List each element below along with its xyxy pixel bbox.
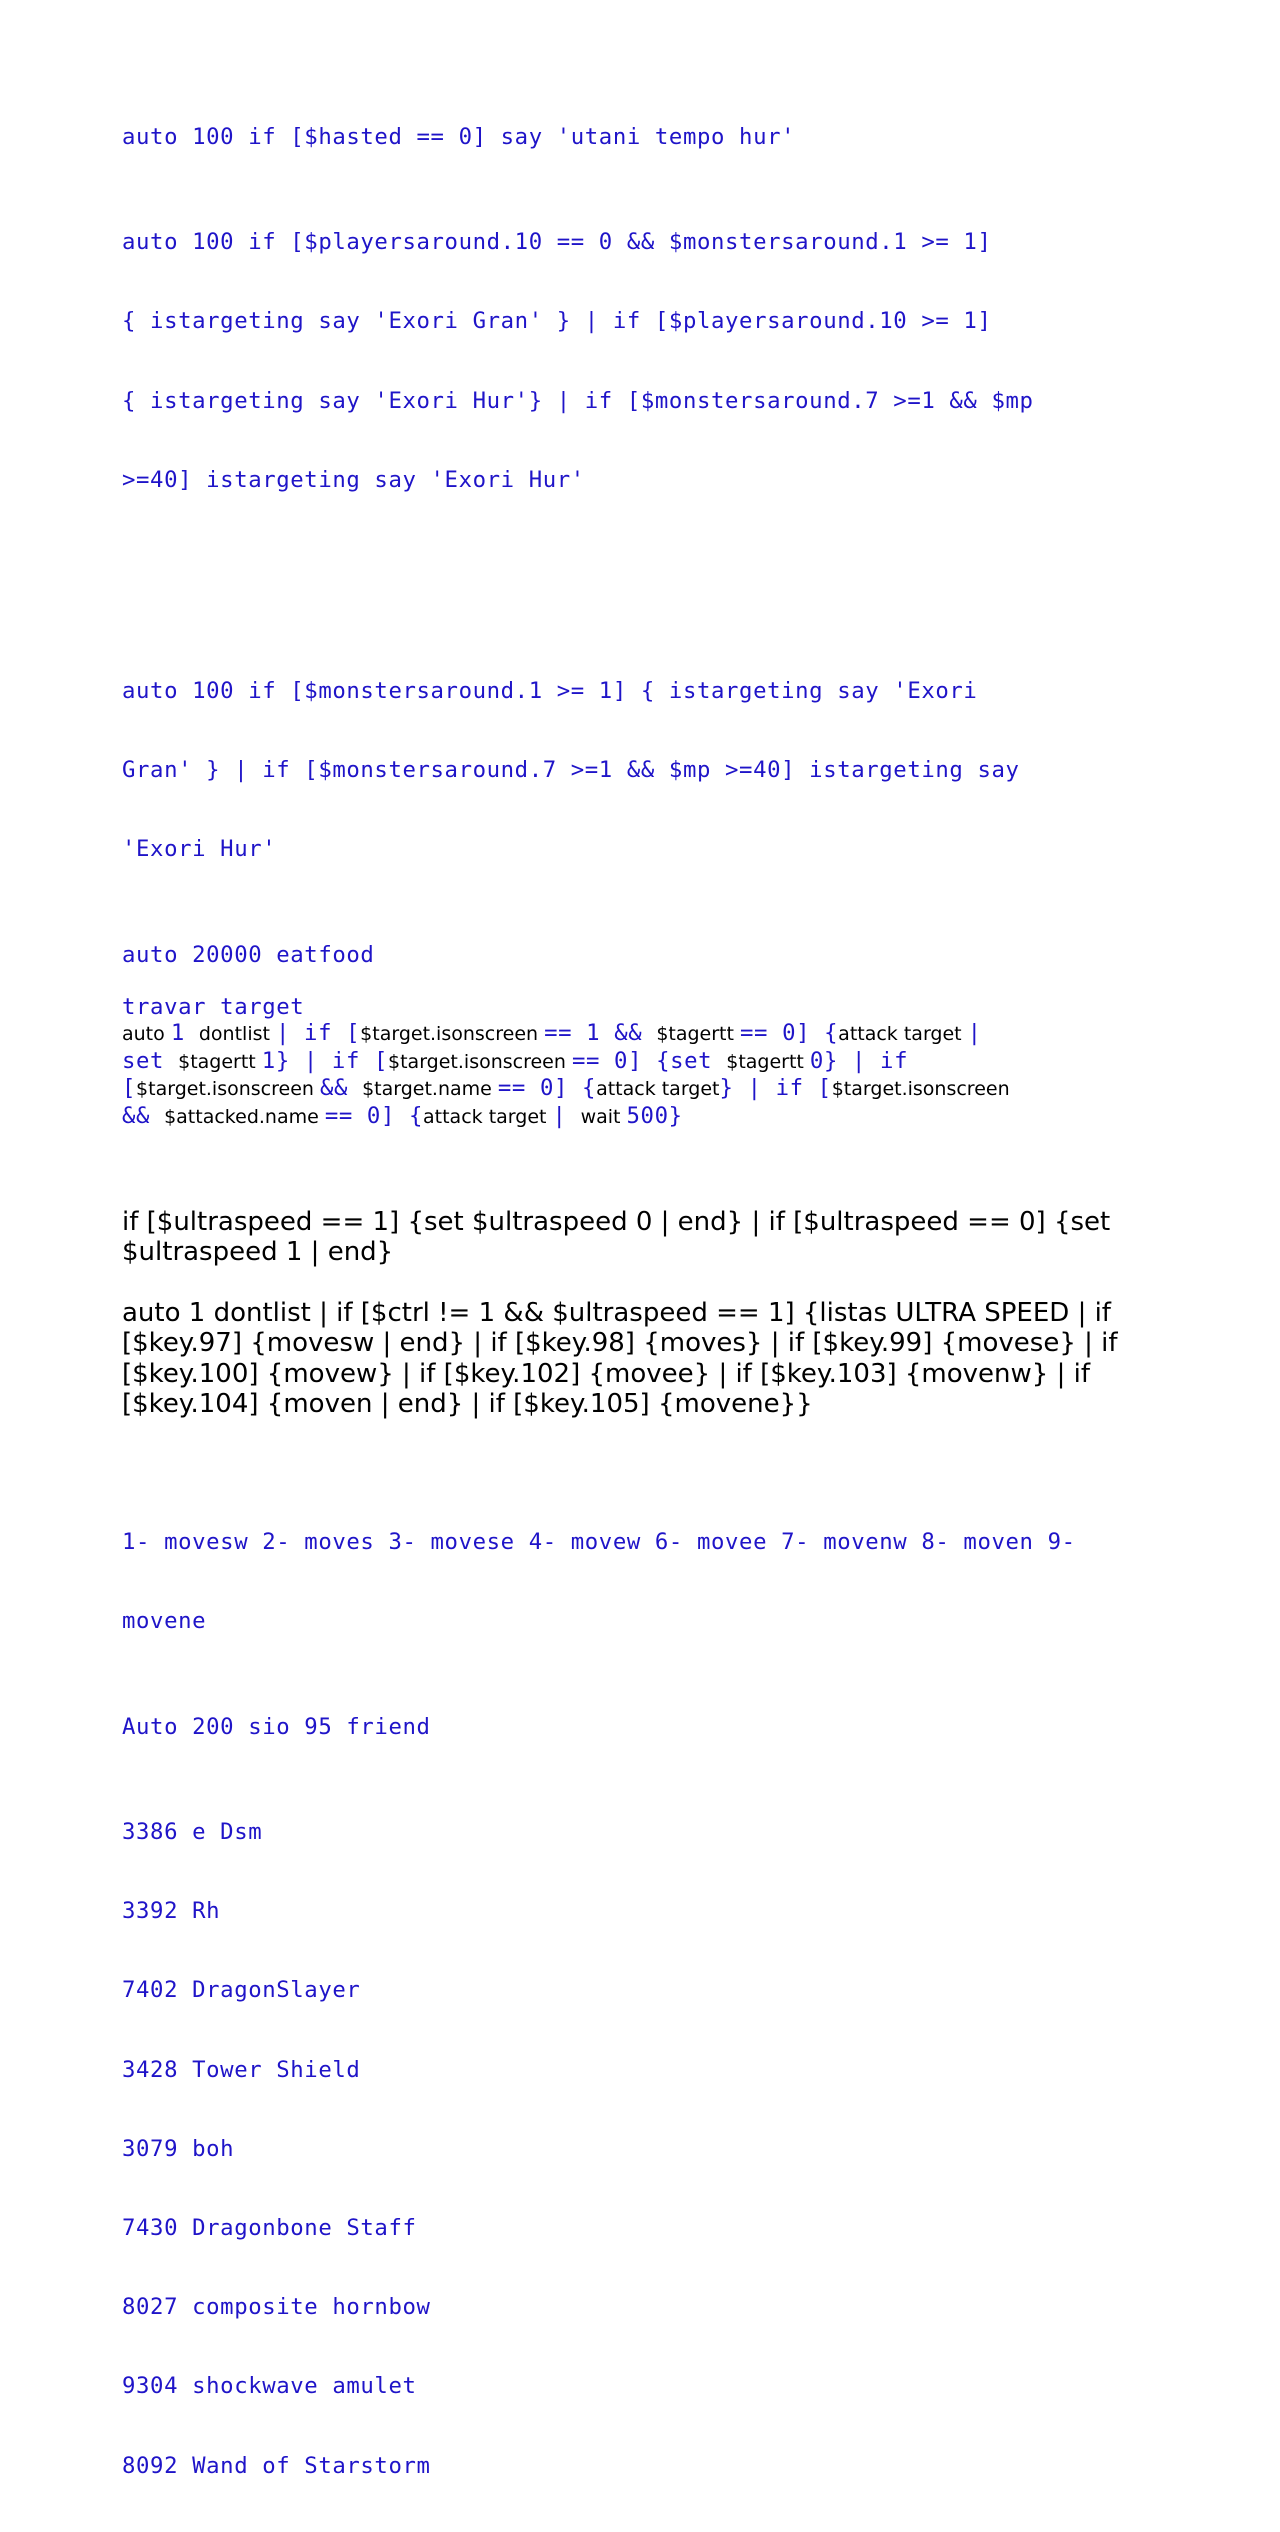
travar-segment: attack target [596, 1078, 720, 1101]
items-list [122, 1766, 1182, 2532]
travar-segment: == 0] { [740, 1020, 839, 1047]
travar-segment: 1} | if [ [261, 1047, 389, 1074]
travar-title: travar target [122, 993, 305, 1020]
item-line: 7430 Dragonbone Staff [122, 2215, 417, 2241]
eatfood-line: auto 20000 eatfood [122, 941, 375, 968]
travar-segment: $tagertt [178, 1050, 262, 1073]
travar-segment: && [319, 1075, 363, 1102]
travar-segment: dontlist [198, 1023, 276, 1046]
travar-segment: $attacked.name [164, 1105, 325, 1128]
travar-segment: $tagertt [656, 1023, 740, 1046]
travar-line [122, 1048, 1182, 1075]
travar-segment: == 0] { [497, 1075, 597, 1102]
item-line: 8027 composite hornbow [122, 2294, 431, 2321]
travar-segment: set [122, 1047, 179, 1074]
travar-segment: } | if [ [719, 1075, 832, 1102]
travar-segment: | [552, 1102, 581, 1129]
haste-line: auto 100 if [$hasted == 0] say 'utani tempo hur' [122, 124, 796, 150]
travar-segment: wait [580, 1105, 627, 1128]
travar-segment: attack target [838, 1023, 968, 1046]
item-line: 7402 DragonSlayer [122, 1977, 361, 2004]
travar-segment: $target.isonscreen [136, 1078, 320, 1101]
travar-segment: == 0] {set [571, 1047, 727, 1074]
travar-segment: == 1 && [544, 1020, 657, 1047]
item-line: 3428 Tower Shield [122, 2056, 361, 2083]
ultraspeed-keys: auto 1 dontlist | if [$ctrl != 1 && $ultraspeed == 1] {listas ULTRA SPEED | if [$key.97] {movesw | end} | if [$key.98] {moves} | if [$key.99] {movese} | if [$key.100] {movew} | if [$key.102] {movee} | if [$key.103] {movenw} | if [$key.104] {moven | end} | if [$key.105] {movene}} [122, 1297, 1118, 1420]
item-line: 3079 boh [122, 2135, 235, 2162]
monsters-line: Gran' } | if [$monstersaround.7 >=1 && $mp >=40] istargeting say [122, 757, 1020, 784]
item-line: 9304 shockwave amulet [122, 2373, 417, 2400]
players-line: auto 100 if [$playersaround.10 == 0 && $monstersaround.1 >= 1] [122, 229, 992, 256]
monsters-line: auto 100 if [$monstersaround.1 >= 1] { istargeting say 'Exori [122, 677, 978, 704]
item-line: 3392 Rh [122, 1898, 221, 1925]
travar-segment: $tagertt [726, 1050, 810, 1073]
travar-line [122, 1020, 1182, 1047]
travar-segment: $target.isonscreen [360, 1023, 545, 1046]
travar-block [122, 1020, 1182, 1130]
travar-segment: 500} [626, 1102, 683, 1129]
travar-segment: $target.isonscreen [388, 1050, 572, 1073]
ultraspeed-toggle: if [$ultraspeed == 1] {set $ultraspeed 0 | end} | if [$ultraspeed == 0] {set $ultraspeed 1 | end} [122, 1207, 1111, 1268]
moves-legend [122, 1476, 1182, 1687]
monsters-line: 'Exori Hur' [122, 836, 277, 863]
moves-legend-line: movene [122, 1608, 207, 1635]
travar-segment: | [967, 1020, 982, 1047]
players-line: >=40] istargeting say 'Exori Hur' [122, 466, 585, 493]
travar-segment: $target.isonscreen [831, 1078, 1010, 1101]
players-line: { istargeting say 'Exori Hur'} | if [$monstersaround.7 >=1 && $mp [122, 387, 1034, 414]
players-block [122, 176, 1182, 546]
item-line: 3386 e Dsm [122, 1818, 263, 1845]
travar-segment: 0} | if [809, 1047, 909, 1074]
item-line: 8092 Wand of Starstorm [122, 2452, 431, 2479]
travar-segment: == 0] { [324, 1102, 424, 1129]
travar-segment: auto [122, 1023, 171, 1046]
travar-segment: [ [122, 1075, 137, 1102]
travar-segment: attack target [423, 1105, 553, 1128]
monsters-block [122, 625, 1182, 915]
travar-line [122, 1075, 1182, 1102]
travar-line [122, 1103, 1182, 1130]
players-line: { istargeting say 'Exori Gran' } | if [$playersaround.10 >= 1] [122, 308, 992, 335]
travar-segment: 1 [170, 1020, 199, 1047]
document-page [122, 124, 1182, 2532]
travar-segment: && [122, 1102, 165, 1129]
moves-legend-line: 1- movesw 2- moves 3- movese 4- movew 6- movee 7- movenw 8- moven 9- [122, 1529, 1076, 1556]
sio-line: Auto 200 sio 95 friend [122, 1713, 431, 1740]
travar-segment: $target.name [362, 1078, 498, 1101]
travar-segment: | if [ [276, 1020, 361, 1047]
